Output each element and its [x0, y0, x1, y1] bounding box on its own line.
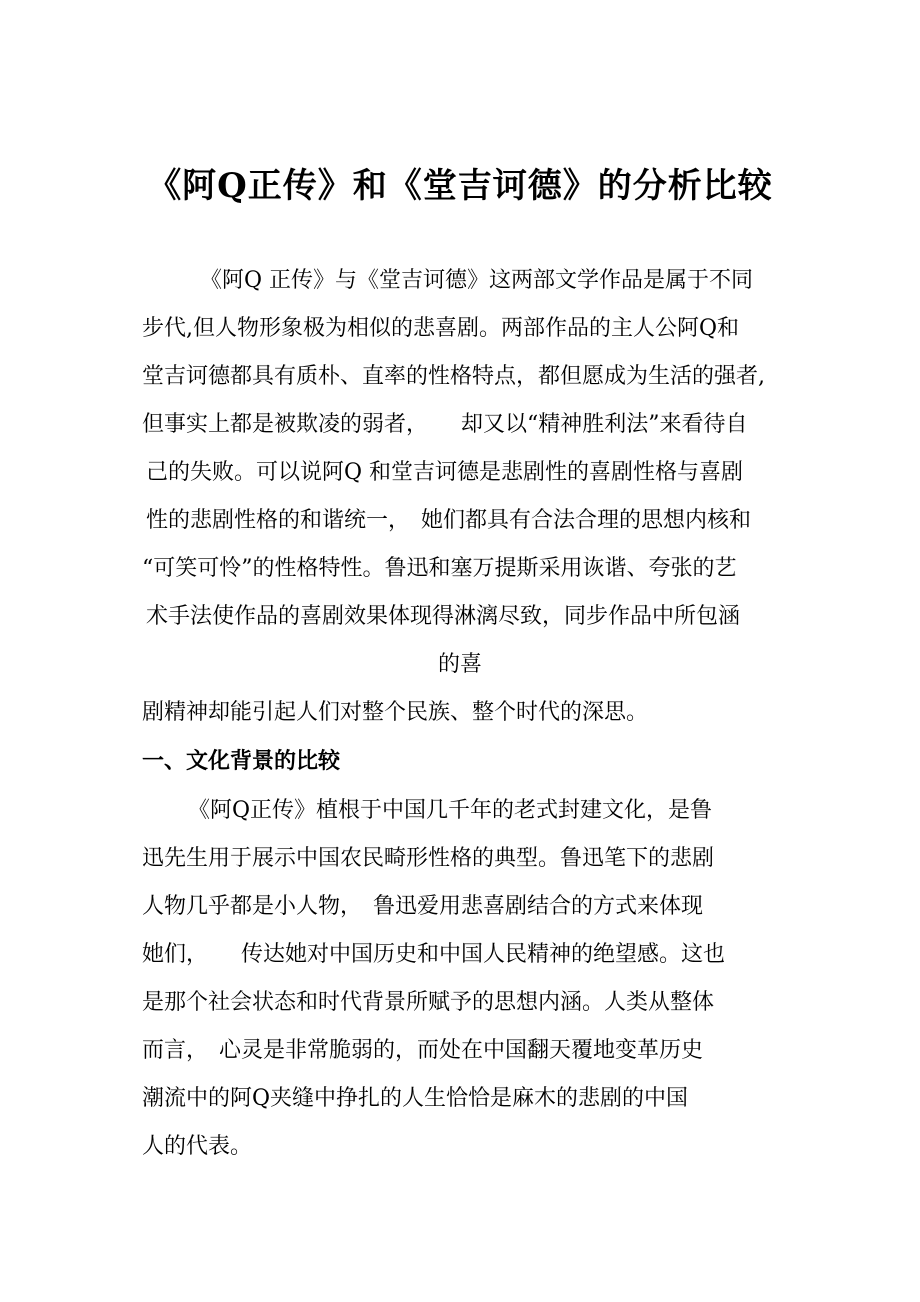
- section1-line: 而言， 心灵是非常脆弱的，而处在中国翻天覆地变革历史: [142, 1038, 704, 1063]
- abstract-line: 但事实上都是被欺凌的弱者， 却又以“精神胜利法”来看待自: [142, 412, 748, 437]
- abstract-line: 的喜: [438, 652, 483, 677]
- abstract-line: 己的失败。可以说阿Q 和堂吉诃德是悲剧性的喜剧性格与喜剧: [146, 460, 744, 485]
- abstract-line: 《阿Q 正传》与《堂吉诃德》这两部文学作品是属于不同: [200, 268, 754, 293]
- document-title: 《阿Q正传》和《堂吉诃德》的分析比较: [147, 166, 773, 206]
- abstract-line: 性的悲剧性格的和谐统一， 她们都具有合法合理的思想内核和: [146, 508, 752, 533]
- abstract-line: “可笑可怜”的性格特性。鲁迅和塞万提斯采用诙谐、夸张的艺: [142, 556, 737, 581]
- section1-line: 人的代表。: [142, 1134, 253, 1159]
- abstract-line: 剧精神却能引起人们对整个民族、整个时代的深思。: [142, 700, 649, 725]
- section1-line: 她们， 传达她对中国历史和中国人民精神的绝望感。这也: [142, 942, 726, 967]
- abstract-line: 术手法使作品的喜剧效果体现得淋漓尽致，同步作品中所包涵: [146, 604, 741, 629]
- section-heading: 一、文化背景的比较: [142, 748, 341, 774]
- section1-line: 是那个社会状态和时代背景所赋予的思想内涵。人类从整体: [142, 990, 715, 1015]
- section1-line: 人物几乎都是小人物， 鲁迅爱用悲喜剧结合的方式来体现: [142, 894, 704, 919]
- abstract-line: 步代,但人物形象极为相似的悲喜剧。两部作品的主人公阿Q和: [142, 316, 740, 341]
- abstract-line: 堂吉诃德都具有质朴、直率的性格特点，都但愿成为生活的强者,: [142, 364, 765, 389]
- section1-line: 迅先生用于展示中国农民畸形性格的典型。鲁迅笔下的悲剧: [142, 846, 715, 871]
- section1-line: 《阿Q正传》植根于中国几千年的老式封建文化，是鲁: [188, 798, 713, 823]
- section1-line: 潮流中的阿Q夹缝中挣扎的人生恰恰是麻木的悲剧的中国: [142, 1086, 689, 1111]
